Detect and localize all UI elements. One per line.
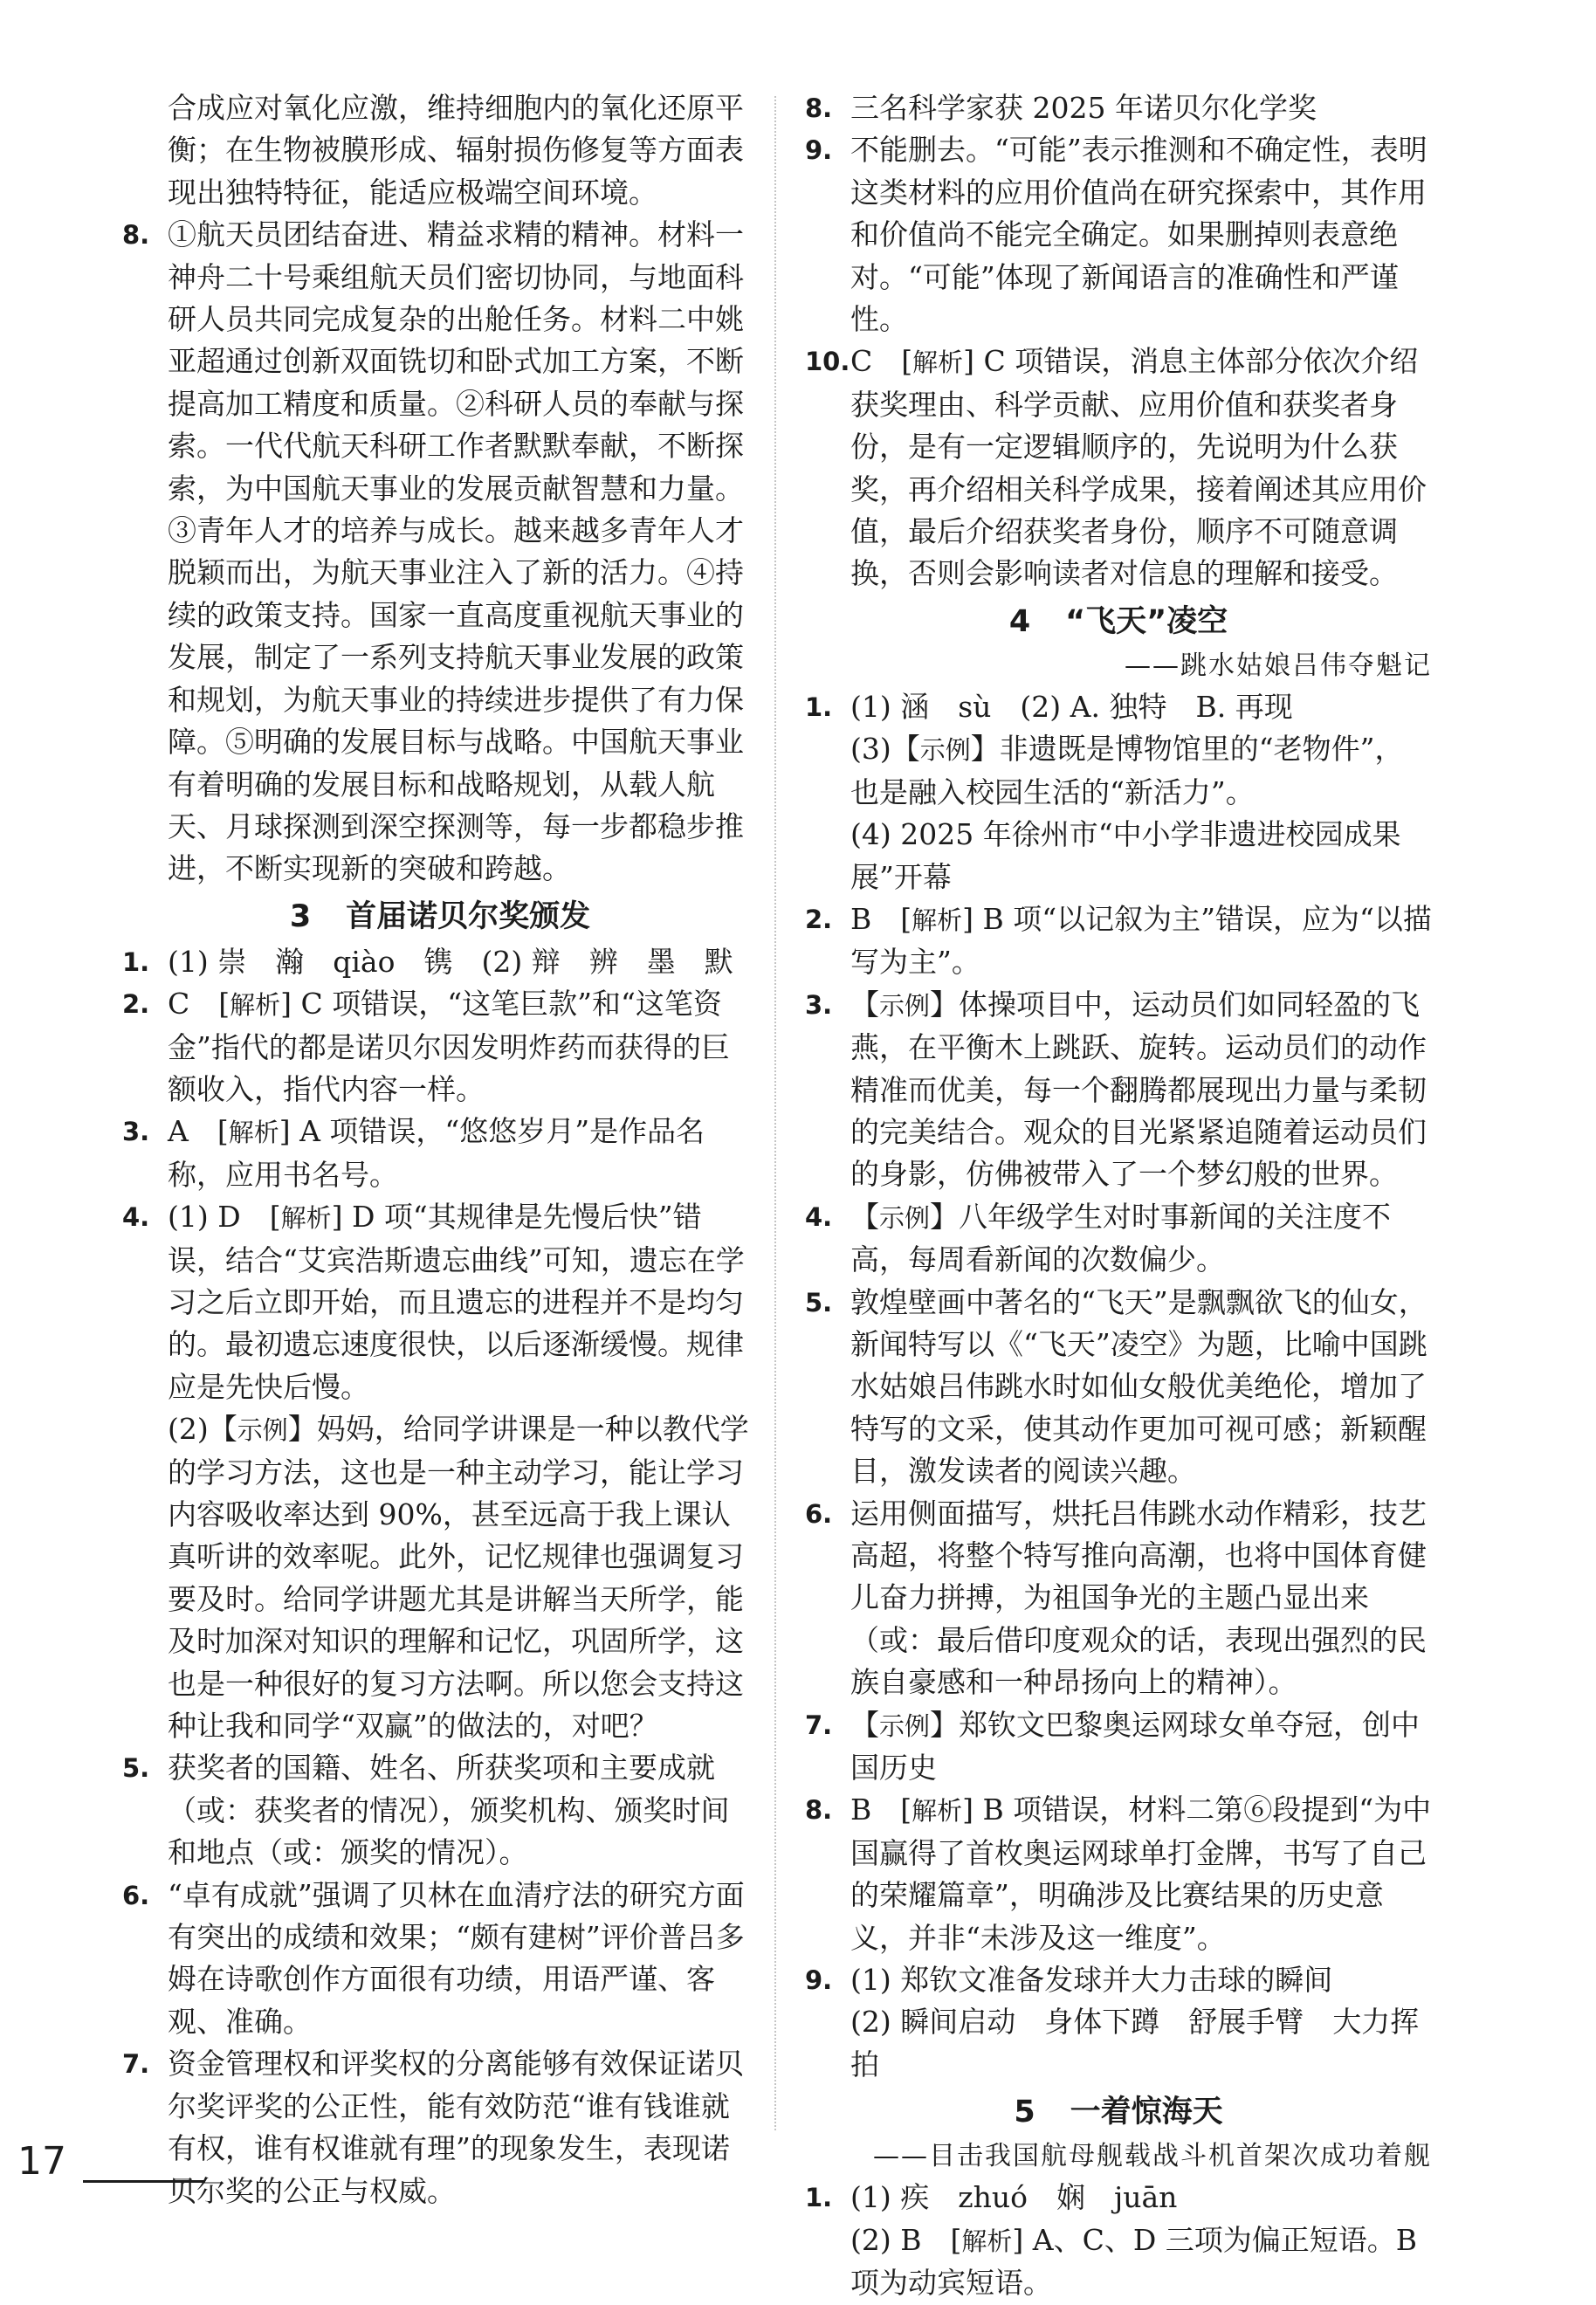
item-text: 获奖者的国籍、姓名、所获奖项和主要成就（或：获奖者的情况），颁奖机构、颁奖时间和地点（或：颁奖的情况）。 — [168, 1751, 730, 1870]
section-number: 5 — [1014, 2095, 1035, 2130]
answer-item-3-6 — [122, 1875, 758, 2044]
analysis-tag: 解析 — [912, 347, 964, 378]
page-number: 17 — [17, 2139, 66, 2184]
item-number: 5. — [122, 1753, 150, 1784]
item-text: ] A 项错误，“悠悠岁月”是作品名称，应用书名号。 — [168, 1114, 705, 1192]
item-number: 4. — [805, 1201, 833, 1232]
item-number: 6. — [122, 1880, 150, 1910]
answer-item-3-10 — [805, 341, 1432, 595]
section-title: “飞天”凌空 — [1065, 603, 1228, 639]
answer-item-4-8 — [805, 1789, 1432, 1959]
bracket: 【 — [850, 1707, 879, 1742]
section-4-subtitle: ——跳水姑娘吕伟夺魁记 — [1125, 650, 1432, 681]
item-text: 】八年级学生对时事新闻的关注度不高，每周看新闻的次数偏少。 — [850, 1199, 1392, 1277]
section-5-heading — [805, 2089, 1432, 2135]
item-number: 7. — [122, 2049, 150, 2080]
answer-item-5-1 — [805, 2177, 1432, 2304]
answer-item-3-1 — [122, 941, 758, 983]
answer-item-3-4 — [122, 1196, 758, 1747]
column-divider — [774, 96, 776, 2130]
item-text: 】郑钦文巴黎奥运网球女单夺冠，创中国历史 — [850, 1707, 1421, 1786]
item-text: 】体操项目中，运动员们如同轻盈的飞燕，在平衡木上跳跃、旋转。运动员们的动作精准而优美，每一个翻腾都展现出力量与柔韧的完美结合。观众的目光紧紧追随着运动员们的身影，仿佛被带入了一个梦幻般的世界。 — [850, 987, 1427, 1192]
item-text: 三名科学家获 2025 年诺贝尔化学奖 — [850, 91, 1317, 125]
analysis-tag: 解析 — [912, 1796, 963, 1827]
answer-choice: C [ — [168, 987, 230, 1022]
item-number: 2. — [122, 989, 150, 1020]
answer-choice: B [ — [850, 901, 912, 936]
section-number: 4 — [1008, 603, 1031, 639]
section-title: 首届诺贝尔奖颁发 — [346, 898, 591, 934]
answer-item-3-8 — [805, 87, 1432, 129]
sub-label: (2)【 — [168, 1412, 237, 1447]
answer-choice: A [ — [168, 1114, 229, 1149]
item-text: ] A、C、D 三项为偏正短语。B 项为动宾短语。 — [850, 2222, 1418, 2301]
section-5-subtitle: ——目击我国航母舰载战斗机首架次成功着舰 — [873, 2141, 1432, 2172]
item-number: 3. — [122, 1117, 150, 1147]
answer-item-4-3 — [805, 984, 1432, 1196]
footer-rule — [83, 2180, 205, 2183]
item-number: 1. — [805, 692, 833, 722]
item-text: ] D 项“其规律是先慢后快”错误，结合“艾宾浩斯遗忘曲线”可知，遗忘在学习之后立即开始，而且遗忘的进程并不是均匀的。最初遗忘速度很快，以后逐渐缓慢。规律应是先快后慢。 — [168, 1200, 745, 1404]
analysis-tag: 解析 — [280, 1203, 332, 1234]
item-number: 10. — [805, 347, 850, 377]
item-number: 2. — [805, 904, 833, 934]
right-column — [805, 87, 1432, 2305]
item-text: 】非遗既是博物馆里的“老物件”，也是融入校园生活的“新活力”。 — [850, 732, 1404, 809]
answer-choice: (1) D [ — [168, 1200, 281, 1235]
analysis-tag: 解析 — [912, 905, 963, 935]
sub-answer-1-2: (1) 涵 sù (2) A. 独特 B. 再现 — [850, 689, 1293, 724]
answer-item-4-4 — [805, 1196, 1432, 1282]
sub-answer-1 — [168, 1196, 758, 1408]
example-tag: 示例 — [919, 735, 971, 766]
sub-answer-1: (1) 疾 zhuó 娴 juān — [850, 2180, 1178, 2215]
item-text: ] B 项“以记叙为主”错误，应为“以描写为主”。 — [850, 901, 1432, 980]
answer-item-8 — [122, 214, 758, 891]
bracket: 【 — [850, 1199, 879, 1234]
sub-answer-2: (2) 瞬间启动 身体下蹲 舒展手臂 大力挥拍 — [850, 2005, 1420, 2081]
item-number: 5. — [805, 1287, 833, 1318]
item-text: ] C 项错误，消息主体部分依次介绍获奖理由、科学贡献、应用价值和获奖者身份，是有一定逻辑顺序的，先说明为什么获奖，再介绍相关科学成果，接着阐述其应用价值，最后介绍获奖者身份，顺序不可随意调换，否则会影响读者对信息的理解和接受。 — [850, 344, 1427, 591]
answer-choice: (2) B [ — [850, 2222, 962, 2257]
section-number: 3 — [289, 898, 312, 934]
sub-label: (3)【 — [850, 732, 920, 767]
answer-item-3-5 — [122, 1747, 758, 1874]
answer-choice: C [ — [850, 344, 913, 379]
item-text: 运用侧面描写，烘托吕伟跳水动作精彩，技艺高超，将整个特写推向高潮，也将中国体育健儿奋力拼搏，为祖国争光的主题凸显出来（或：最后借印度观众的话，表现出强烈的民族自豪感和一种昂扬向上的精神）。 — [850, 1496, 1427, 1700]
bracket: 【 — [850, 987, 879, 1022]
section-4-heading — [805, 599, 1432, 644]
answer-item-3-9 — [805, 129, 1432, 341]
answer-item-4-1 — [805, 686, 1432, 898]
item-text: 不能删去。“可能”表示推测和不确定性，表明这类材料的应用价值尚在研究探索中，其作用和价值尚不能完全确定。如果删掉则表意绝对。“可能”体现了新闻语言的准确性和严谨性。 — [850, 133, 1427, 337]
section-3-heading — [122, 894, 758, 939]
item-number: 9. — [805, 1965, 833, 1996]
item-text: 】妈妈，给同学讲课是一种以教代学的学习方法，这也是一种主动学习，能让学习内容吸收率达到 90%，甚至远高于我上课认真听讲的效率呢。此外，记忆规律也强调复习要及时。给同学讲题尤其是讲解当天所学，能及时加深对知识的理解和记忆，巩固所学，这也是一种很好的复习方法啊。所以您会支持这种让我和同学“双赢”的做法的，对吧？ — [168, 1412, 749, 1744]
item-number: 8. — [805, 1795, 833, 1826]
answer-item-4-6 — [805, 1493, 1432, 1704]
item-number: 1. — [805, 2183, 833, 2213]
example-tag: 示例 — [879, 990, 931, 1021]
answer-item-3-2 — [122, 983, 758, 1111]
item-number: 1. — [122, 946, 150, 977]
answer-item-4-5 — [805, 1282, 1432, 1493]
intro-continuation — [122, 87, 758, 214]
item-number: 8. — [805, 93, 833, 123]
analysis-tag: 解析 — [228, 1118, 279, 1148]
analysis-tag: 解析 — [230, 990, 281, 1021]
item-text: ] B 项错误，材料二第⑥段提到“为中国赢得了首枚奥运网球单打金牌，书写了自己的荣耀篇章”，明确涉及比赛结果的历史意义，并非“未涉及这一维度”。 — [850, 1792, 1432, 1955]
answer-item-4-2 — [805, 898, 1432, 984]
left-column — [122, 87, 758, 2212]
intro-text: 合成应对氧化应激，维持细胞内的氧化还原平衡；在生物被膜形成、辐射损伤修复等方面表现出独特特征，能适应极端空间环境。 — [168, 91, 744, 210]
item-text: (1) 崇 瀚 qiào 镌 (2) 辩 辨 墨 默 — [168, 944, 733, 979]
item-text: ①航天员团结奋进、精益求精的精神。材料一神舟二十号乘组航天员们密切协同，与地面科研人员共同完成复杂的出舱任务。材料二中姚亚超通过创新双面铣切和卧式加工方案，不断提高加工精度和质量。②科研人员的奉献与探索。一代代航天科研工作者默默奉献，不断探索，为中国航天事业的发展贡献智慧和力量。③青年人才的培养与成长。越来越多青年人才脱颖而出，为航天事业注入了新的活力。④持续的政策支持。国家一直高度重视航天事业的发展，制定了一系列支持航天事业发展的政策和规划，为航天事业的持续进步提供了有力保障。⑤明确的发展目标与战略。中国航天事业有着明确的发展目标和战略规划，从载人航天、月球探测到深空探测等，每一步都稳步推进，不断实现新的突破和跨越。 — [168, 217, 744, 886]
example-tag: 示例 — [879, 1202, 931, 1233]
item-text: ] C 项错误，“这笔巨款”和“这笔资金”指代的都是诺贝尔因发明炸药而获得的巨额收入，指代内容一样。 — [168, 987, 730, 1106]
answer-item-4-7 — [805, 1704, 1432, 1790]
item-number: 7. — [805, 1710, 833, 1740]
sub-answer-4: (4) 2025 年徐州市“中小学非遗进校园成果展”开幕 — [850, 817, 1401, 894]
item-text: “卓有成就”强调了贝林在血清疗法的研究方面有突出的成绩和效果；“颇有建树”评价普吕多姆在诗歌创作方面很有功绩，用语严谨、客观、准确。 — [168, 1877, 745, 2039]
item-number: 3. — [805, 989, 833, 1020]
item-text: 资金管理权和评奖权的分离能够有效保证诺贝尔奖评奖的公正性，能有效防范“谁有钱谁就有权，谁有权谁就有理”的现象发生，表现诺贝尔奖的公正与权威。 — [168, 2047, 744, 2208]
example-tag: 示例 — [237, 1415, 288, 1446]
sub-answer-3 — [850, 728, 1432, 814]
item-number: 4. — [122, 1202, 150, 1233]
item-number: 9. — [805, 135, 833, 166]
sub-answer-1: (1) 郑钦文准备发球并大力击球的瞬间 — [850, 1963, 1333, 1998]
item-number: 6. — [805, 1498, 833, 1529]
item-number: 8. — [122, 220, 150, 251]
analysis-tag: 解析 — [961, 2226, 1013, 2256]
answer-choice: B [ — [850, 1792, 912, 1827]
answer-item-3-3 — [122, 1111, 758, 1196]
section-title: 一着惊海天 — [1070, 2095, 1223, 2130]
example-tag: 示例 — [879, 1710, 931, 1741]
answer-item-4-9 — [805, 1959, 1432, 2086]
item-text: 敦煌壁画中著名的“飞天”是飘飘欲飞的仙女，新闻特写以《“飞天”凌空》为题，比喻中国跳水姑娘吕伟跳水时如仙女般优美绝伦，增加了特写的文采，使其动作更加可视可感；新颖醒目，激发读者的阅读兴趣。 — [850, 1284, 1427, 1489]
answer-item-3-7 — [122, 2043, 758, 2212]
sub-answer-2 — [168, 1408, 758, 1747]
sub-answer-2 — [850, 2219, 1432, 2305]
